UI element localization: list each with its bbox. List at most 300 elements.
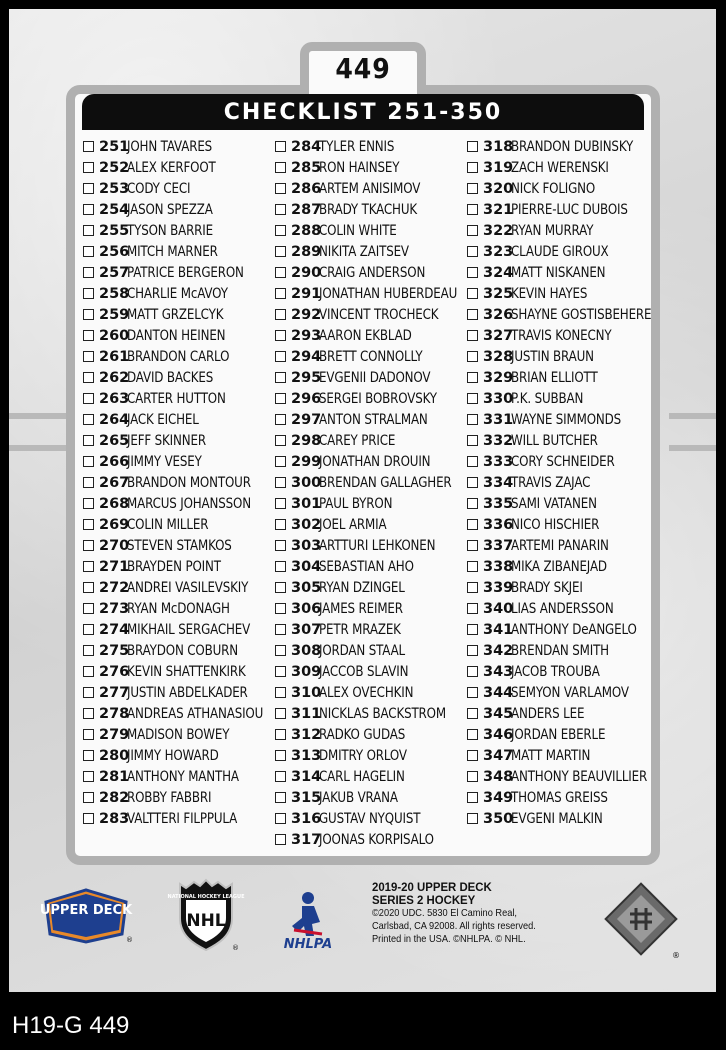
player-name: PAUL BYRON bbox=[319, 495, 393, 512]
checklist-row bbox=[275, 598, 465, 619]
player-name: ARTTURI LEHKONEN bbox=[319, 537, 436, 554]
card-num: 329 bbox=[483, 369, 514, 386]
checklist-row bbox=[275, 388, 465, 409]
card-num: 284 bbox=[291, 138, 322, 155]
legal-line-1: ©2020 UDC. 5830 El Camino Real, bbox=[372, 907, 517, 919]
checkbox-icon bbox=[467, 267, 478, 278]
checkbox-icon bbox=[467, 309, 478, 320]
card-num: 261 bbox=[99, 348, 130, 365]
player-name: BRENDAN GALLAGHER bbox=[319, 474, 452, 491]
card-num: 277 bbox=[99, 684, 130, 701]
player-name: ANTHONY MANTHA bbox=[127, 768, 239, 785]
checkbox-icon bbox=[83, 162, 94, 173]
nhl-logo-text: NHL bbox=[186, 911, 226, 931]
checkbox-icon bbox=[83, 225, 94, 236]
checklist-row bbox=[83, 220, 268, 241]
card-num: 272 bbox=[99, 579, 130, 596]
card-num: 260 bbox=[99, 327, 130, 344]
checkbox-icon bbox=[275, 561, 286, 572]
checkbox-icon bbox=[83, 435, 94, 446]
checklist-row bbox=[275, 346, 465, 367]
checkbox-icon bbox=[83, 330, 94, 341]
player-name: MARCUS JOHANSSON bbox=[127, 495, 251, 512]
card-num: 305 bbox=[291, 579, 322, 596]
player-name: BRIAN ELLIOTT bbox=[511, 369, 598, 386]
player-name: MATT GRZELCYK bbox=[127, 306, 224, 323]
player-name: TRAVIS ZAJAC bbox=[511, 474, 591, 491]
checkbox-icon bbox=[275, 204, 286, 215]
card-num: 264 bbox=[99, 411, 130, 428]
card-num: 344 bbox=[483, 684, 514, 701]
card-num: 282 bbox=[99, 789, 130, 806]
card-num: 306 bbox=[291, 600, 322, 617]
checklist-row bbox=[275, 745, 465, 766]
checkbox-icon bbox=[275, 414, 286, 425]
checkbox-icon bbox=[83, 372, 94, 383]
player-name: CHARLIE McAVOY bbox=[127, 285, 228, 302]
checkbox-icon bbox=[467, 288, 478, 299]
checklist-row bbox=[83, 661, 268, 682]
card-num: 338 bbox=[483, 558, 514, 575]
checklist-row bbox=[83, 577, 268, 598]
checkbox-icon bbox=[275, 729, 286, 740]
card-num: 315 bbox=[291, 789, 322, 806]
checkbox-icon bbox=[467, 519, 478, 530]
player-name: ANTHONY BEAUVILLIER bbox=[511, 768, 648, 785]
player-name: SHAYNE GOSTISBEHERE bbox=[511, 306, 652, 323]
checklist-row bbox=[467, 514, 652, 535]
player-name: ANDERS LEE bbox=[511, 705, 585, 722]
player-name: THOMAS GREISS bbox=[511, 789, 608, 806]
player-name: MADISON BOWEY bbox=[127, 726, 230, 743]
checklist-column-2 bbox=[275, 136, 465, 850]
checkbox-icon bbox=[83, 414, 94, 425]
player-name: NICO HISCHIER bbox=[511, 516, 600, 533]
checkbox-icon bbox=[467, 687, 478, 698]
checkbox-icon bbox=[467, 771, 478, 782]
card-num: 316 bbox=[291, 810, 322, 827]
card-num: 291 bbox=[291, 285, 322, 302]
player-name: JORDAN STAAL bbox=[319, 642, 406, 659]
checkbox-icon bbox=[83, 561, 94, 572]
checklist-row bbox=[83, 451, 268, 472]
player-name: BRANDON CARLO bbox=[127, 348, 230, 365]
card-num: 276 bbox=[99, 663, 130, 680]
legal-line-3: Printed in the USA. ©NHLPA. © NHL. bbox=[372, 933, 526, 945]
card-num: 341 bbox=[483, 621, 514, 638]
checklist-row bbox=[275, 304, 465, 325]
checkbox-icon bbox=[275, 351, 286, 362]
player-name: PATRICE BERGERON bbox=[127, 264, 244, 281]
player-name: NICK FOLIGNO bbox=[511, 180, 596, 197]
player-name: AARON EKBLAD bbox=[319, 327, 412, 344]
checklist-row bbox=[467, 787, 652, 808]
player-name: ALEX KERFOOT bbox=[127, 159, 216, 176]
card-num: 254 bbox=[99, 201, 130, 218]
card-num: 299 bbox=[291, 453, 322, 470]
checkbox-icon bbox=[83, 708, 94, 719]
checklist-row bbox=[83, 640, 268, 661]
checkbox-icon bbox=[83, 204, 94, 215]
checkbox-icon bbox=[275, 162, 286, 173]
card-num: 294 bbox=[291, 348, 322, 365]
checkbox-icon bbox=[275, 267, 286, 278]
card-num: 317 bbox=[291, 831, 322, 848]
card-num: 314 bbox=[291, 768, 322, 785]
card-num: 253 bbox=[99, 180, 130, 197]
checklist-row bbox=[275, 367, 465, 388]
checklist-row bbox=[275, 262, 465, 283]
card-num: 280 bbox=[99, 747, 130, 764]
card-num: 331 bbox=[483, 411, 514, 428]
checklist-row bbox=[467, 472, 652, 493]
player-name: JEFF SKINNER bbox=[127, 432, 206, 449]
card-num: 302 bbox=[291, 516, 322, 533]
player-name: JACOB TROUBA bbox=[511, 663, 600, 680]
card-num: 348 bbox=[483, 768, 514, 785]
card-num: 328 bbox=[483, 348, 514, 365]
checklist-row bbox=[467, 808, 652, 829]
card-num: 256 bbox=[99, 243, 130, 260]
player-name: TRAVIS KONECNY bbox=[511, 327, 612, 344]
player-name: BRENDAN SMITH bbox=[511, 642, 609, 659]
checklist-title-bar bbox=[82, 94, 644, 130]
checklist-row bbox=[467, 304, 652, 325]
card-num: 349 bbox=[483, 789, 514, 806]
checklist-row bbox=[467, 766, 652, 787]
checklist-row bbox=[83, 136, 268, 157]
card-num: 321 bbox=[483, 201, 514, 218]
checkbox-icon bbox=[83, 687, 94, 698]
player-name: SEBASTIAN AHO bbox=[319, 558, 414, 575]
checkbox-icon bbox=[467, 624, 478, 635]
player-name: BRAYDEN POINT bbox=[127, 558, 221, 575]
checklist-row bbox=[467, 703, 652, 724]
checkbox-icon bbox=[467, 708, 478, 719]
checklist-row bbox=[83, 262, 268, 283]
card-num: 330 bbox=[483, 390, 514, 407]
card-num: 269 bbox=[99, 516, 130, 533]
checklist-row bbox=[467, 430, 652, 451]
player-name: JOEL ARMIA bbox=[319, 516, 387, 533]
card-num: 339 bbox=[483, 579, 514, 596]
checklist-row bbox=[275, 619, 465, 640]
player-name: GUSTAV NYQUIST bbox=[319, 810, 421, 827]
card-num: 292 bbox=[291, 306, 322, 323]
checklist-row bbox=[275, 703, 465, 724]
checklist-row bbox=[275, 199, 465, 220]
checkbox-icon bbox=[83, 498, 94, 509]
checklist-row bbox=[275, 430, 465, 451]
player-name: JIMMY HOWARD bbox=[127, 747, 219, 764]
player-name: JAKUB VRANA bbox=[319, 789, 398, 806]
checklist-row bbox=[275, 640, 465, 661]
player-name: VALTTERI FILPPULA bbox=[127, 810, 238, 827]
checklist-row bbox=[83, 367, 268, 388]
checklist-column-3 bbox=[467, 136, 652, 829]
card-num: 303 bbox=[291, 537, 322, 554]
player-name: BRADY TKACHUK bbox=[319, 201, 418, 218]
player-name: COLIN MILLER bbox=[127, 516, 209, 533]
checkbox-icon bbox=[467, 540, 478, 551]
card-num: 342 bbox=[483, 642, 514, 659]
checkbox-icon bbox=[83, 813, 94, 824]
card-num: 265 bbox=[99, 432, 130, 449]
checklist-row bbox=[467, 724, 652, 745]
card-num: 350 bbox=[483, 810, 514, 827]
card-num: 286 bbox=[291, 180, 322, 197]
checklist-row bbox=[467, 178, 652, 199]
checklist-column-1 bbox=[83, 136, 268, 829]
checklist-row bbox=[275, 577, 465, 598]
player-name: MITCH MARNER bbox=[127, 243, 218, 260]
checkbox-icon bbox=[467, 435, 478, 446]
checklist-row bbox=[467, 493, 652, 514]
player-name: DANTON HEINEN bbox=[127, 327, 226, 344]
checklist-row bbox=[275, 178, 465, 199]
checklist-row bbox=[83, 304, 268, 325]
checkbox-icon bbox=[275, 477, 286, 488]
card-num: 319 bbox=[483, 159, 514, 176]
checkbox-icon bbox=[275, 771, 286, 782]
legal-title-line-1: 2019-20 UPPER DECK bbox=[372, 880, 492, 894]
checkbox-icon bbox=[275, 246, 286, 257]
checkbox-icon bbox=[83, 666, 94, 677]
checklist-row bbox=[275, 241, 465, 262]
checklist-row bbox=[83, 766, 268, 787]
card-num: 285 bbox=[291, 159, 322, 176]
player-name: SEMYON VARLAMOV bbox=[511, 684, 629, 701]
checkbox-icon bbox=[275, 540, 286, 551]
checklist-row bbox=[467, 535, 652, 556]
card-num: 278 bbox=[99, 705, 130, 722]
checkbox-icon bbox=[83, 729, 94, 740]
checklist-row bbox=[275, 325, 465, 346]
checkbox-icon bbox=[275, 141, 286, 152]
player-name: JIMMY VESEY bbox=[127, 453, 202, 470]
card-num: 274 bbox=[99, 621, 130, 638]
checklist-row bbox=[83, 808, 268, 829]
checkbox-icon bbox=[467, 582, 478, 593]
card-num: 293 bbox=[291, 327, 322, 344]
checkbox-icon bbox=[275, 435, 286, 446]
checkbox-icon bbox=[83, 267, 94, 278]
card-num: 318 bbox=[483, 138, 514, 155]
player-name: CAREY PRICE bbox=[319, 432, 396, 449]
checkbox-icon bbox=[275, 288, 286, 299]
checklist-row bbox=[275, 283, 465, 304]
player-name: ANTHONY DeANGELO bbox=[511, 621, 637, 638]
card-num: 289 bbox=[291, 243, 322, 260]
checklist-row bbox=[467, 745, 652, 766]
card-num: 310 bbox=[291, 684, 322, 701]
checklist-row bbox=[83, 787, 268, 808]
card-num: 333 bbox=[483, 453, 514, 470]
checklist-row bbox=[467, 283, 652, 304]
card-number: 449 bbox=[335, 52, 391, 85]
checklist-row bbox=[467, 346, 652, 367]
player-name: ZACH WERENSKI bbox=[511, 159, 609, 176]
player-name: PIERRE-LUC DUBOIS bbox=[511, 201, 628, 218]
card-num: 298 bbox=[291, 432, 322, 449]
player-name: VINCENT TROCHECK bbox=[319, 306, 439, 323]
card-num: 259 bbox=[99, 306, 130, 323]
checklist-row bbox=[467, 640, 652, 661]
checklist-row bbox=[83, 514, 268, 535]
card-num: 258 bbox=[99, 285, 130, 302]
card-num: 335 bbox=[483, 495, 514, 512]
checklist-row bbox=[467, 241, 652, 262]
checklist-row bbox=[467, 556, 652, 577]
card-num: 343 bbox=[483, 663, 514, 680]
card-num: 308 bbox=[291, 642, 322, 659]
card-num: 326 bbox=[483, 306, 514, 323]
checkbox-icon bbox=[275, 309, 286, 320]
player-name: JOHN TAVARES bbox=[127, 138, 213, 155]
legal-title-line-2: SERIES 2 HOCKEY bbox=[372, 893, 476, 907]
checklist-row bbox=[275, 136, 465, 157]
checklist-row bbox=[467, 598, 652, 619]
checklist-row bbox=[275, 514, 465, 535]
player-name: JUSTIN ABDELKADER bbox=[127, 684, 248, 701]
checkbox-icon bbox=[83, 141, 94, 152]
player-name: BRAYDON COBURN bbox=[127, 642, 238, 659]
checklist-row bbox=[83, 430, 268, 451]
checklist-row bbox=[83, 724, 268, 745]
card-num: 334 bbox=[483, 474, 514, 491]
checkbox-icon bbox=[275, 330, 286, 341]
checkbox-icon bbox=[275, 813, 286, 824]
checklist-row bbox=[275, 220, 465, 241]
card-num: 311 bbox=[291, 705, 322, 722]
checklist-row bbox=[275, 766, 465, 787]
checklist-title: CHECKLIST 251-350 bbox=[223, 99, 503, 125]
card-num: 320 bbox=[483, 180, 514, 197]
checkbox-icon bbox=[83, 183, 94, 194]
checklist-row bbox=[83, 346, 268, 367]
card-num: 271 bbox=[99, 558, 130, 575]
checklist-row bbox=[467, 136, 652, 157]
card-num: 313 bbox=[291, 747, 322, 764]
checkbox-icon bbox=[275, 393, 286, 404]
player-name: PETR MRAZEK bbox=[319, 621, 401, 638]
player-name: CLAUDE GIROUX bbox=[511, 243, 609, 260]
card-num: 301 bbox=[291, 495, 322, 512]
checkbox-icon bbox=[275, 582, 286, 593]
player-name: STEVEN STAMKOS bbox=[127, 537, 232, 554]
svg-text:®: ® bbox=[232, 944, 239, 952]
card-num: 296 bbox=[291, 390, 322, 407]
checklist-row bbox=[83, 472, 268, 493]
legal-text-block bbox=[372, 881, 592, 946]
player-name: CRAIG ANDERSON bbox=[319, 264, 426, 281]
checkbox-icon bbox=[275, 666, 286, 677]
checklist-row bbox=[467, 682, 652, 703]
player-name: JACK EICHEL bbox=[127, 411, 199, 428]
checklist-row bbox=[275, 535, 465, 556]
checkbox-icon bbox=[83, 519, 94, 530]
checkbox-icon bbox=[275, 792, 286, 803]
player-name: ANDREAS ATHANASIOU bbox=[127, 705, 264, 722]
checklist-row bbox=[467, 220, 652, 241]
checklist-row bbox=[275, 409, 465, 430]
checkbox-icon bbox=[83, 393, 94, 404]
checkbox-icon bbox=[275, 708, 286, 719]
checkbox-icon bbox=[275, 456, 286, 467]
checklist-row bbox=[275, 787, 465, 808]
player-name: SERGEI BOBROVSKY bbox=[319, 390, 437, 407]
card-num: 297 bbox=[291, 411, 322, 428]
nhl-shield-logo bbox=[167, 878, 245, 952]
checkbox-icon bbox=[467, 414, 478, 425]
player-name: CARL HAGELIN bbox=[319, 768, 405, 785]
checklist-row bbox=[467, 157, 652, 178]
player-name: RON HAINSEY bbox=[319, 159, 400, 176]
card-num: 287 bbox=[291, 201, 322, 218]
checklist-row bbox=[83, 619, 268, 640]
checklist-row bbox=[83, 535, 268, 556]
checkbox-icon bbox=[83, 540, 94, 551]
checkbox-icon bbox=[467, 162, 478, 173]
checkbox-icon bbox=[275, 834, 286, 845]
nhlpa-logo-text: NHLPA bbox=[283, 937, 333, 952]
card-num: 257 bbox=[99, 264, 130, 281]
card-num: 266 bbox=[99, 453, 130, 470]
checkbox-icon bbox=[467, 561, 478, 572]
checkbox-icon bbox=[467, 330, 478, 341]
player-name: KEVIN SHATTENKIRK bbox=[127, 663, 246, 680]
checkbox-icon bbox=[83, 792, 94, 803]
checkbox-icon bbox=[83, 351, 94, 362]
checklist-row bbox=[467, 367, 652, 388]
player-name: RYAN McDONAGH bbox=[127, 600, 230, 617]
checklist-row bbox=[275, 451, 465, 472]
card-num: 323 bbox=[483, 243, 514, 260]
checkbox-icon bbox=[467, 351, 478, 362]
player-name: MIKA ZIBANEJAD bbox=[511, 558, 607, 575]
player-name: EVGENI MALKIN bbox=[511, 810, 603, 827]
checkbox-icon bbox=[83, 477, 94, 488]
checkbox-icon bbox=[467, 372, 478, 383]
card-num: 268 bbox=[99, 495, 130, 512]
bottom-label: H19-G 449 bbox=[12, 1012, 130, 1039]
checkbox-icon bbox=[83, 309, 94, 320]
checklist-row bbox=[83, 598, 268, 619]
player-name: BRANDON DUBINSKY bbox=[511, 138, 634, 155]
player-name: BRETT CONNOLLY bbox=[319, 348, 423, 365]
card-num: 290 bbox=[291, 264, 322, 281]
player-name: WAYNE SIMMONDS bbox=[511, 411, 622, 428]
player-name: DAVID BACKES bbox=[127, 369, 214, 386]
checklist-row bbox=[467, 262, 652, 283]
checklist-row bbox=[83, 556, 268, 577]
checklist-row bbox=[275, 157, 465, 178]
hologram-badge bbox=[600, 878, 682, 960]
player-name: ARTEMI PANARIN bbox=[511, 537, 609, 554]
checkbox-icon bbox=[467, 729, 478, 740]
checklist-row bbox=[83, 283, 268, 304]
right-stripe bbox=[669, 445, 716, 451]
checkbox-icon bbox=[467, 225, 478, 236]
player-name: CODY CECI bbox=[127, 180, 191, 197]
card-num: 300 bbox=[291, 474, 322, 491]
svg-text:NATIONAL HOCKEY LEAGUE: NATIONAL HOCKEY LEAGUE bbox=[167, 894, 245, 900]
player-name: NIKITA ZAITSEV bbox=[319, 243, 409, 260]
player-name: EVGENII DADONOV bbox=[319, 369, 431, 386]
player-name: COLIN WHITE bbox=[319, 222, 397, 239]
player-name: CARTER HUTTON bbox=[127, 390, 226, 407]
player-name: JUSTIN BRAUN bbox=[511, 348, 594, 365]
